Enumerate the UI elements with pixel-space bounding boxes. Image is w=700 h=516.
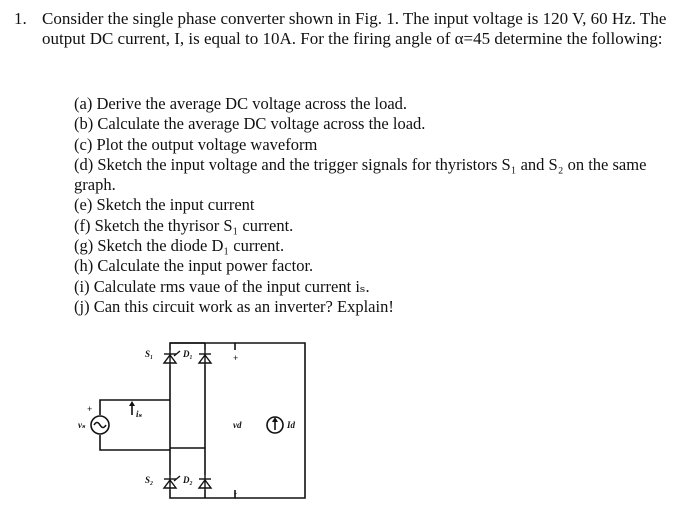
label-is: iₛ xyxy=(136,409,143,419)
part-c: (c) Plot the output voltage waveform xyxy=(74,134,318,154)
circuit-diagram xyxy=(70,335,330,510)
part-f: (f) Sketch the thyrisor S₁ current. xyxy=(74,215,294,235)
part-i: (i) Calculate rms vaue of the input current iₛ. xyxy=(74,276,370,296)
label-id: Id xyxy=(287,420,296,430)
part-b: (b) Calculate the average DC voltage across the load. xyxy=(74,114,426,134)
label-plus-source: + xyxy=(87,404,93,414)
thyristor-s2-icon xyxy=(164,475,180,490)
question-text: Consider the single phase converter shown in Fig. 1. The input voltage is 120 V, 60 Hz. The output DC current, I, is equal to 10A. For the firing angle of α=45 determine the following: xyxy=(42,9,667,48)
question-number: 1. xyxy=(14,9,27,28)
source-bottom-wire xyxy=(100,435,170,450)
part-e: (e) Sketch the input current xyxy=(74,195,255,215)
top-bus-wire xyxy=(170,343,235,350)
source-top-wire xyxy=(100,400,170,415)
label-vs: vₛ xyxy=(78,420,86,430)
part-a: (a) Derive the average DC voltage across the load. xyxy=(74,94,408,113)
label-plus-output: + xyxy=(233,353,239,363)
bottom-bus-wire xyxy=(170,490,235,498)
sine-icon xyxy=(94,423,106,428)
label-d1: D₁ xyxy=(183,349,193,359)
part-g: (g) Sketch the diode D₁ current. xyxy=(74,236,285,256)
part-h: (h) Calculate the input power factor. xyxy=(74,256,314,276)
label-d2: D₂ xyxy=(183,475,193,485)
diode-d1-icon xyxy=(199,350,211,365)
label-minus-output: - xyxy=(234,488,237,498)
diode-d2-icon xyxy=(199,475,211,490)
label-s1: S₁ xyxy=(145,349,154,359)
thyristor-s1-icon xyxy=(164,350,180,365)
label-vd: vd xyxy=(233,420,242,430)
parts-list xyxy=(68,94,688,317)
label-s2: S₂ xyxy=(145,475,154,485)
part-j: (j) Can this circuit work as an inverter? Explain! xyxy=(74,296,394,316)
part-d: (d) Sketch the input voltage and the trigger signals for thyristors S₁ and S₂ on the same graph. xyxy=(74,154,647,195)
